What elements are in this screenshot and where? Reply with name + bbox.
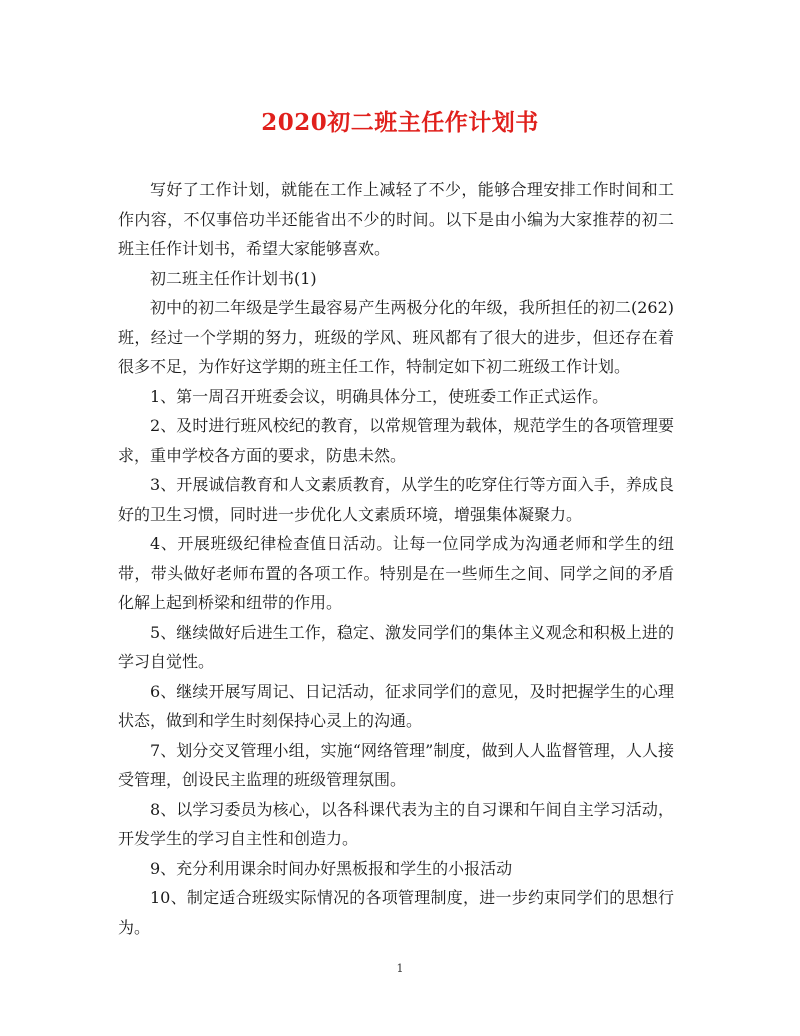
paragraph-item-7: 7、划分交叉管理小组，实施“网络管理”制度，做到人人监督管理，人人接受管理，创设民主监理的班级管理氛围。 (118, 740, 674, 789)
paragraph-item-2: 2、及时进行班风校纪的教育，以常规管理为载体，规范学生的各项管理要求，重申学校各方面的要求，防患未然。 (118, 416, 674, 465)
paragraph-section-heading: 初二班主任作计划书(1) (150, 268, 317, 288)
paragraph-item-8: 8、以学习委员为核心，以各科课代表为主的自习课和午间自主学习活动，开发学生的学习自主性和创造力。 (118, 799, 674, 848)
document-title: 2020初二班主任作计划书 (261, 109, 539, 136)
paragraph-item-4: 4、开展班级纪律检查值日活动。让每一位同学成为沟通老师和学生的纽带，带头做好老师布置的各项工作。特别是在一些师生之间、同学之间的矛盾化解上起到桥梁和纽带的作用。 (118, 534, 674, 612)
paragraph-intro: 写好了工作计划，就能在工作上减轻了不少，能够合理安排工作时间和工作内容，不仅事倍功半还能省出不少的时间。以下是由小编为大家推荐的初二班主任作计划书，希望大家能够喜欢。 (118, 180, 674, 258)
paragraph-item-3: 3、开展诚信教育和人文素质教育，从学生的吃穿住行等方面入手，养成良好的卫生习惯，同时进一步优化人文素质环境，增强集体凝聚力。 (118, 475, 674, 524)
page-number: 1 (396, 962, 404, 975)
paragraph-item-5: 5、继续做好后进生工作，稳定、激发同学们的集体主义观念和积极上进的学习自觉性。 (118, 622, 674, 671)
paragraph-item-10: 10、制定适合班级实际情况的各项管理制度，进一步约束同学们的思想行为。 (118, 888, 674, 937)
paragraph-item-6: 6、继续开展写周记、日记活动，征求同学们的意见，及时把握学生的心理状态，做到和学生时刻保持心灵上的沟通。 (118, 681, 674, 730)
paragraph-background: 初中的初二年级是学生最容易产生两极分化的年级，我所担任的初二(262)班，经过一个学期的努力，班级的学风、班风都有了很大的进步，但还存在着很多不足，为作好这学期的班主任工作，特制定如下初二班级工作计划。 (118, 298, 674, 376)
paragraph-item-1: 1、第一周召开班委会议，明确具体分工，使班委工作正式运作。 (150, 386, 609, 406)
document-body (118, 175, 674, 942)
paragraph-item-9: 9、充分利用课余时间办好黑板报和学生的小报活动 (150, 858, 513, 878)
